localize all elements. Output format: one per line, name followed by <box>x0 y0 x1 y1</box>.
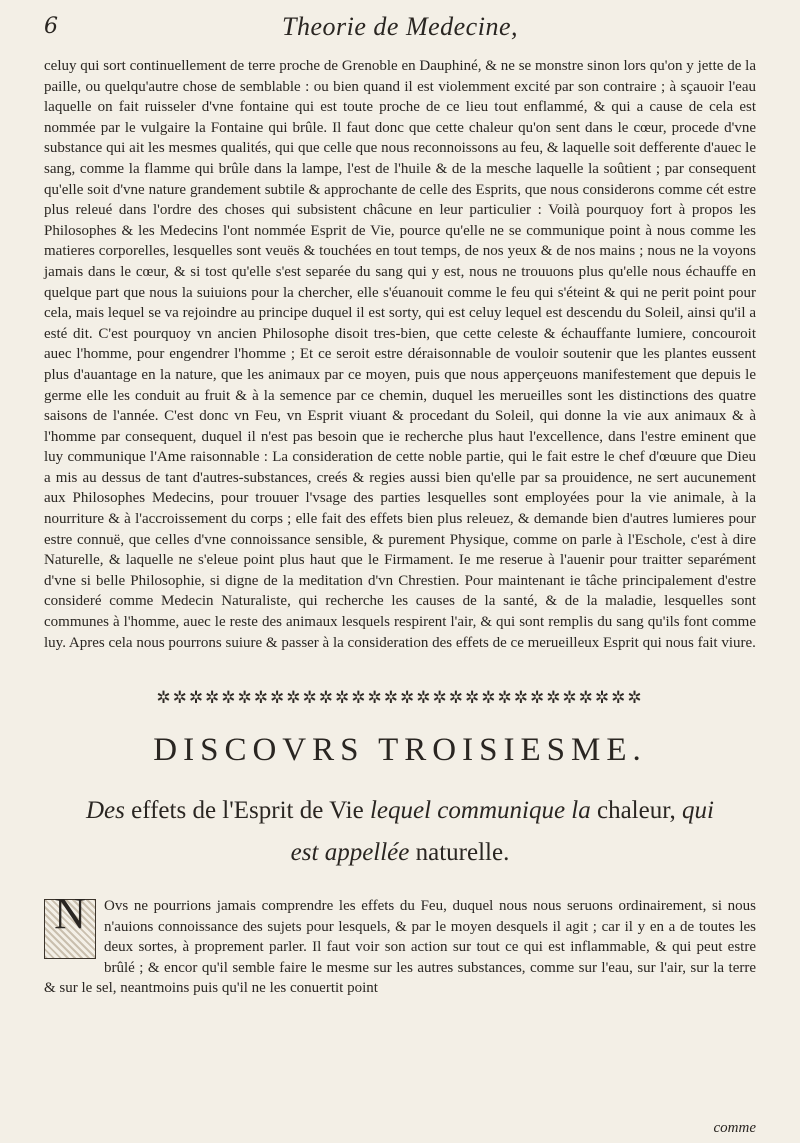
body-paragraph-block <box>44 56 756 653</box>
chapter-title <box>60 790 740 874</box>
catchword: comme <box>713 1120 756 1136</box>
running-title: Theorie de Medecine, <box>282 12 518 41</box>
running-head <box>44 12 756 46</box>
page-number: 6 <box>44 14 58 39</box>
chapter-title-part: chaleur, <box>590 797 683 824</box>
chapter-title-part: effets de l'Esprit de Vie <box>124 797 370 824</box>
decorated-initial <box>44 889 96 959</box>
initial-letter: N <box>54 889 86 938</box>
body-paragraph: celuy qui sort continuellement de terre proche de Grenoble en Dauphiné, & ne se monstre sinon lors qu'on y jette de la paille, ou quelqu'autre chose de semblable : ou bien quand il est violemment excité par son contraire ; à sçauoir l'eau laquelle on fait ruisseler d'vne fontaine qui est toute proche de ce lieu tout enflammé, & qui a cause de cela est nommée par le vulgaire la Fontaine qui brûle. Il faut donc que cette chaleur qu'on sent dans le cœur, procede d'vne substance qui ait les mesmes qualités, qui que celle que nous reconnoissons au feu, & laquelle soit defferente d'auec le sang, comme la flamme qui brûle dans la lampe, l'est de l'huile & de la mesche laquelle la soûtient ; par consequent qu'elle soit d'vne nature grandement subtile & approchante de celle des Esprits, que nous considerons comme cét estre plus releué dans l'ordre des choses qui subsistent châcune en leur particulier : Voilà pourquoy fort à propos les Philosophes & les Medecins l'ont nommée Esprit de Vie, pource qu'elle ne se communique point à nous comme les matieres corporelles, lesquelles sont veuës & touchées en tout temps, de nos yeux & de nos mains ; nous ne la voyons jamais dans le cœur, & si tost qu'elle s'est separée du sang qui y est, nous ne trouuons plus qu'elle nous échauffe en quelque part que nous la suiuions pour la chercher, elle s'éuanouit comme le feu qui s'éteint & qui ne perit point pour cela, mais lequel se va rejoindre au principe duquel il est sorty, qui est celuy lequel est descendu du Soleil, ainsi qu'il a esté dit. C'est pourquoy vn ancien Philosophe disoit tres-bien, que cette celeste & échauffante lumiere, concouroit auec l'homme, pour engendrer l'homme ; Et ce seroit estre déraisonnable de vouloir soutenir que les plantes eussent plus d'auantage en la nature, que les animaux par ce moyen, puis que nous apperçeuons manifestement que depuis le germe elle les conduit au fruit & à la semence par ce chemin, duquel les merueilles sont les distinctions des quatre saisons de l'année. C'est donc vn Feu, vn Esprit viuant & procedant du Soleil, qui donne la vie aux animaux & à l'homme par consequent, duquel il n'est pas besoin que ie recherche plus haut l'excellence, dans l'estre eminent que luy communique l'Ame raisonnable : La consideration de cette noble partie, qui le fait estre le chef d'œuure que Dieu a mis au dessus de tant d'autres-substances, creés & regies aussi bien qu'elle par sa prouidence, ne sert aucunement aux Philosophes Medecins, pour trouuer l'vsage des parties lesquelles sont employées pour la vie animale, à la nourriture & à l'accroissement du corps ; elle fait des effets bien plus releuez, & demande bien d'autres lumieres pour estre connuë, que celles d'vne connoissance sensible, & purement Physique, comme on parle à l'Eschole, c'est à dire Naturelle, & laquelle ne s'eleue point plus haut que le Firmament. Ie me reserue à l'auenir pour traitter separément d'vne si belle Philosophie, si digne de la meditation d'vn Chrestien. Pour maintenant ie tâche principalement d'estre consideré comme Medecin Naturaliste, qui recherche les causes de la santé, & de la maladie, lesquelles sont communes à l'homme, auec le reste des animaux lesquels respirent l'air, & qui sont remplis du sang qu'ils font comme luy. Apres cela nous pourrons suiure & passer à la consideration des effets de ce merueilleux Esprit qui nous fait viure. <box>44 58 756 651</box>
discourse-title: DISCOVRS TROISIESME. <box>153 732 647 768</box>
section-text: Ovs ne pourrions jamais comprendre les effets du Feu, duquel nous nous seruons ordinairement, si nous n'auions connoissance des sujets pour lesquels, & par le moyen desquels il agit ; car il y en a de toutes les deux sortes, à proprement parler. Il faut voir son action sur tout ce qui est inflammable, & qui peut estre brûlé ; & encor qu'il semble faire le mesme sur les autres substances, comme sur l'eau, sur l'air, sur la terre & sur le sel, neantmoins puis qu'il ne les conuertit point <box>44 898 756 997</box>
ornamental-divider: ✲✲✲✲✲✲✲✲✲✲✲✲✲✲✲✲✲✲✲✲✲✲✲✲✲✲✲✲✲✲ <box>156 688 644 708</box>
chapter-title-part: Des <box>85 797 125 824</box>
chapter-title-part: qui <box>682 797 714 824</box>
chapter-title-part: naturelle. <box>409 839 510 866</box>
section-opening <box>44 889 756 999</box>
chapter-title-part: est appellée <box>290 839 410 866</box>
chapter-title-part: lequel communique la <box>369 797 591 824</box>
